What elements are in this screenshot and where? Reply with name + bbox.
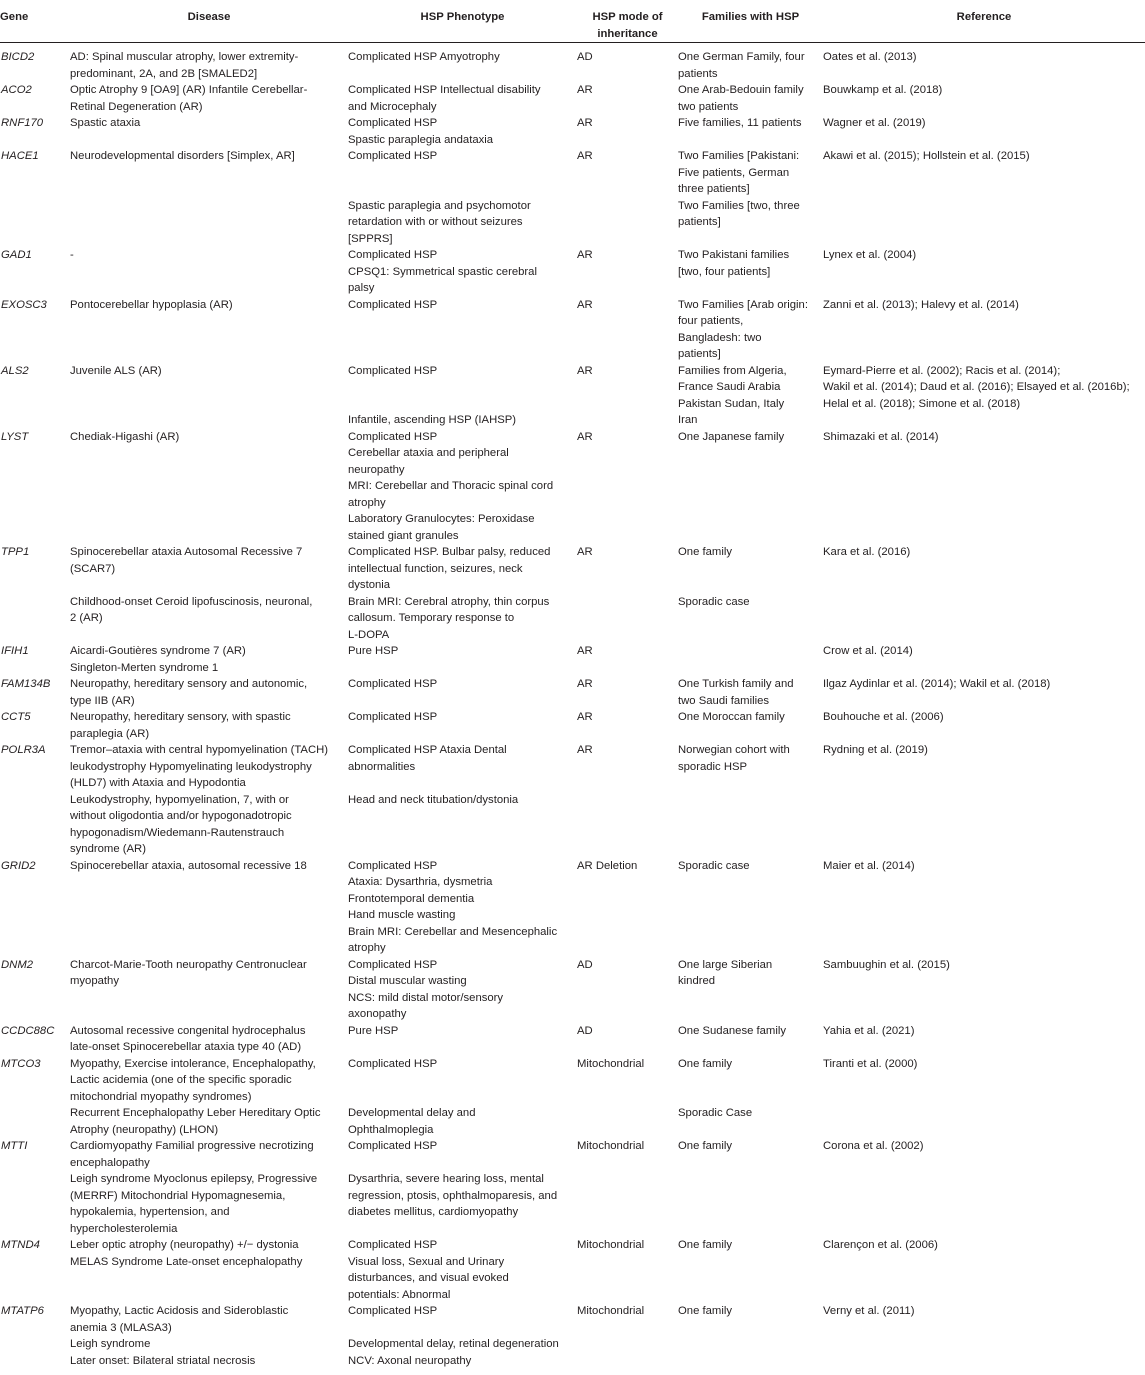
cell-families [678,709,823,742]
table-row [0,1056,1145,1139]
cell-gene: FAM134B [1,678,51,690]
cell-gene: GAD1 [1,249,32,261]
cell-families [678,957,823,1023]
cell-disease [70,429,348,545]
header-reference: Reference [823,0,1145,43]
cell-phenotype [348,544,577,643]
cell-mode [577,858,678,957]
cell-phenotype [348,429,577,545]
cell-phenotype [348,676,577,709]
cell-families [678,858,823,957]
phenotype-text: Complicated HSP Intellectual disability and Microcephaly [348,84,541,113]
cell-phenotype [348,1303,577,1369]
phenotype-text: Spastic paraplegia and psychomotor retardation with or without seizures [SPPRS] [348,199,531,245]
cell-families [678,82,823,115]
disease-text: Neurodevelopmental disorders [Simplex, AR] [70,150,295,162]
cell-mode [577,643,678,676]
cell-disease [70,957,348,1023]
reference-text: Lynex et al. (2004) [823,249,917,261]
disease-text: Myopathy, Exercise intolerance, Encephalopathy, Lactic acidemia (one of the specific sporadic mitochondrial myopathy syndromes) Recurrent Encephalopathy Leber Hereditary Optic Atrophy (neuropathy) (LHON) [70,1057,321,1136]
reference-text: Maier et al. (2014) [823,859,915,872]
cell-phenotype [348,643,577,676]
cell-gene: DNM2 [1,958,34,971]
reference-text: Clarençon et al. (2006) [823,1239,938,1251]
cell-phenotype [348,1023,577,1056]
mode-text: AR [577,678,593,690]
table-row [0,676,1145,709]
families-text: One family [678,546,732,558]
phenotype-text: Complicated HSP Amyotrophy [348,51,500,63]
disease-text: AD: Spinal muscular atrophy, lower extremity- predominant, 2A, and 2B [SMALED2] [70,51,299,80]
cell-reference [823,643,1145,676]
table-row [0,1303,1145,1369]
disease-text: Chediak-Higashi (AR) [70,430,180,443]
cell-gene: ACO2 [1,84,32,96]
header-gene: Gene [0,0,70,43]
cell-families [678,676,823,709]
mode-text: AR [577,711,593,723]
table-row [0,742,1145,858]
cell-gene: MTTI [1,1140,28,1152]
disease-text: Aicardi-Goutières syndrome 7 (AR) Singleton-Merten syndrome 1 [70,645,246,674]
cell-mode [577,1303,678,1369]
table-row [0,429,1145,545]
phenotype-text: Complicated HSP Cerebellar ataxia and peripheral neuropathy MRI: Cerebellar and Thoracic spinal cord atrophy Laboratory Granulocytes: Peroxidase stained giant granules [348,430,554,542]
table-row [0,709,1145,742]
cell-gene: ALS2 [1,364,29,377]
disease-text: Neuropathy, hereditary sensory and autonomic, type IIB (AR) [70,678,308,707]
cell-families [678,148,823,247]
cell-families [678,297,823,363]
cell-reference [823,544,1145,643]
disease-text: Spinocerebellar ataxia, autosomal recessive 18 [70,859,307,872]
disease-text: Neuropathy, hereditary sensory, with spastic paraplegia (AR) [70,711,291,740]
cell-phenotype [348,858,577,957]
cell-disease [70,115,348,148]
disease-text: Optic Atrophy 9 [OA9] (AR) Infantile Cerebellar- Retinal Degeneration (AR) [70,84,308,113]
cell-mode [577,1056,678,1139]
disease-text: Cardiomyopathy Familial progressive necrotizing encephalopathy Leigh syndrome Myoclonus epilepsy, Progressive (MERRF) Mitochondrial Hypomagnesemia, hypokalemia, hypertension, and hypercholesterolemia [70,1140,318,1235]
cell-disease [70,1056,348,1139]
mode-text: AD [577,1024,593,1037]
cell-reference [823,429,1145,545]
families-text: One large Siberian kindred [678,958,773,987]
cell-reference [823,43,1145,83]
mode-text: AD [577,958,593,971]
disease-text: Myopathy, Lactic Acidosis and Sideroblastic anemia 3 (MLASA3) Leigh syndrome Later onset: Bilateral striatal necrosis [70,1305,289,1367]
cell-families [678,643,823,676]
phenotype-text: Complicated HSP [348,364,438,377]
disease-text: Spinocerebellar ataxia Autosomal Recessive 7 (SCAR7) [70,546,303,575]
phenotype-text: Complicated HSP Ataxia: Dysarthria, dysmetria Frontotemporal dementia Hand muscle wasting Brain MRI: Cerebellar and Mesencephalic atrophy [348,859,558,954]
reference-text: Bouwkamp et al. (2018) [823,84,943,96]
families-text: One family [678,1057,732,1070]
cell-mode [577,115,678,148]
families-text: Two Families [Arab origin: four patients, Bangladesh: two patients] [678,298,808,360]
cell-reference [823,82,1145,115]
phenotype-text: Complicated HSP [348,1305,438,1317]
cell-phenotype [348,1138,577,1237]
cell-mode [577,676,678,709]
cell-mode [577,429,678,545]
reference-text: Wagner et al. (2019) [823,117,926,129]
phenotype-text: Complicated HSP Visual loss, Sexual and Urinary disturbances, and visual evoked potentials: Abnormal [348,1239,509,1301]
cell-disease [70,544,348,643]
disease-text: Spastic ataxia [70,117,141,129]
cell-phenotype [348,247,577,297]
cell-phenotype [348,709,577,742]
cell-families [678,1023,823,1056]
cell-disease [70,82,348,115]
disease-text: - [70,249,74,261]
cell-families [678,1138,823,1237]
cell-reference [823,742,1145,858]
cell-mode [577,297,678,363]
reference-text: Tiranti et al. (2000) [823,1057,918,1070]
cell-mode [577,1023,678,1056]
cell-gene: RNF170 [1,117,44,129]
table-row [0,148,1145,247]
cell-phenotype [348,43,577,83]
cell-phenotype [348,297,577,363]
reference-text: Yahia et al. (2021) [823,1024,915,1037]
reference-text: Verny et al. (2011) [823,1305,915,1317]
cell-reference [823,1138,1145,1237]
table-row [0,247,1145,297]
header-mode: HSP mode of inheritance [577,0,678,43]
disease-text: Charcot-Marie-Tooth neuropathy Centronuclear myopathy [70,958,307,987]
families-text: One family [678,1305,732,1317]
disease-text: Tremor–ataxia with central hypomyelination (TACH) leukodystrophy Hypomyelinating leukodystrophy (HLD7) with Ataxia and Hypodontia Leukodystrophy, hypomyelination, 7, with or without oligodontia and/or hypogonadotropic hypogonadism/Wiedemann-Rautenstrauch syndrome (AR) [70,744,329,855]
cell-disease [70,363,348,429]
cell-phenotype [348,148,577,247]
cell-mode [577,247,678,297]
cell-families [678,429,823,545]
table-row [0,363,1145,429]
cell-gene: IFIH1 [1,645,29,657]
header-families: Families with HSP [678,0,823,43]
cell-disease [70,858,348,957]
reference-text: Ilgaz Aydinlar et al. (2014); Wakil et al. (2018) [823,678,1051,690]
cell-gene: MTND4 [1,1239,40,1251]
mode-text: AR [577,298,593,311]
reference-text: Sambuughin et al. (2015) [823,958,950,971]
phenotype-text: Pure HSP [348,645,399,657]
disease-text: Leber optic atrophy (neuropathy) +/− dystonia MELAS Syndrome Late-onset encephalopathy [70,1239,303,1268]
phenotype-text: Developmental delay, retinal degeneration NCV: Axonal neuropathy [348,1338,559,1367]
reference-text: Kara et al. (2016) [823,546,911,558]
phenotype-text: Developmental delay and Ophthalmoplegia [348,1107,476,1136]
reference-text: Crow et al. (2014) [823,645,913,657]
families-text: Norwegian cohort with sporadic HSP [678,744,790,773]
cell-reference [823,957,1145,1023]
cell-reference [823,297,1145,363]
families-text: One Japanese family [678,430,785,443]
header-disease: Disease [70,0,348,43]
cell-reference [823,676,1145,709]
cell-mode [577,363,678,429]
table-row [0,1138,1145,1237]
cell-disease [70,1023,348,1056]
mode-text: AR [577,546,593,558]
cell-phenotype [348,742,577,858]
families-text: Sporadic Case [678,1107,753,1119]
cell-families [678,115,823,148]
mode-text: Mitochondrial [577,1239,645,1251]
cell-disease [70,742,348,858]
reference-text: Corona et al. (2002) [823,1140,924,1152]
cell-gene: CCT5 [1,711,31,723]
phenotype-text: Complicated HSP [348,1057,438,1070]
cell-gene: BICD2 [1,51,35,63]
cell-reference [823,363,1145,429]
cell-mode [577,1237,678,1303]
families-text: One Sudanese family [678,1024,787,1037]
cell-reference [823,1303,1145,1369]
phenotype-text: Complicated HSP. Bulbar palsy, reduced intellectual function, seizures, neck dystonia [348,546,551,591]
cell-disease [70,148,348,247]
cell-reference [823,858,1145,957]
table-body [0,43,1145,1370]
reference-text: Akawi et al. (2015); Hollstein et al. (2015) [823,150,1030,162]
families-text: One family [678,1140,732,1152]
reference-text: Shimazaki et al. (2014) [823,430,939,443]
cell-families [678,544,823,643]
mode-text: AR [577,249,593,261]
table-row [0,115,1145,148]
reference-text: Oates et al. (2013) [823,51,917,63]
table-row [0,1023,1145,1056]
table-row [0,82,1145,115]
table-row [0,297,1145,363]
cell-mode [577,957,678,1023]
cell-gene: TPP1 [1,546,30,558]
table-row [0,1237,1145,1303]
phenotype-text: Complicated HSP Spastic paraplegia andataxia [348,117,494,146]
mode-text: AR Deletion [577,859,638,872]
families-text: Families from Algeria, France Saudi Arabia Pakistan Sudan, Italy Iran [678,364,787,426]
disease-text: Autosomal recessive congenital hydrocephalus late-onset Spinocerebellar ataxia type 40 (AD) [70,1024,306,1053]
table-row [0,544,1145,643]
reference-text: Eymard-Pierre et al. (2002); Racis et al. (2014); Wakil et al. (2014); Daud et al. (2016); Elsayed et al. (2016b); Helal et al. (2018); Simone et al. (2018) [823,364,1130,410]
reference-text: Bouhouche et al. (2006) [823,711,944,723]
mode-text: AR [577,744,593,756]
table-row [0,858,1145,957]
phenotype-text: Complicated HSP [348,298,438,311]
cell-gene: GRID2 [1,859,36,872]
families-text: Two Families [Pakistani: Five patients, German three patients] [678,150,800,195]
cell-phenotype [348,115,577,148]
cell-mode [577,544,678,643]
cell-mode [577,709,678,742]
mode-text: Mitochondrial [577,1305,645,1317]
families-text: One family [678,1239,732,1251]
families-text: Sporadic case [678,859,750,872]
phenotype-text: Head and neck titubation/dystonia [348,793,519,806]
mode-text: Mitochondrial [577,1140,645,1152]
cell-disease [70,1303,348,1369]
families-text: One Turkish family and two Saudi families [678,678,794,707]
table-row [0,643,1145,676]
phenotype-text: Complicated HSP [348,1140,438,1152]
families-text: One German Family, four patients [678,51,805,80]
mode-text: AR [577,645,593,657]
cell-reference [823,148,1145,247]
families-text: One Arab-Bedouin family two patients [678,84,804,113]
phenotype-text: Complicated HSP CPSQ1: Symmetrical spastic cerebral palsy [348,249,537,294]
phenotype-text: Complicated HSP Ataxia Dental abnormalities [348,744,507,773]
families-text: Two Pakistani families [two, four patients] [678,249,790,278]
cell-disease [70,43,348,83]
cell-reference [823,1237,1145,1303]
mode-text: AD [577,51,593,63]
reference-text: Rydning et al. (2019) [823,744,928,756]
phenotype-text: Complicated HSP [348,711,438,723]
cell-gene: POLR3A [1,744,46,756]
cell-disease [70,676,348,709]
cell-gene: EXOSC3 [1,298,47,311]
cell-disease [70,643,348,676]
families-text: One Moroccan family [678,711,785,723]
phenotype-text: Infantile, ascending HSP (IAHSP) [348,414,517,426]
cell-disease [70,247,348,297]
reference-text: Zanni et al. (2013); Halevy et al. (2014) [823,298,1019,311]
mode-text: AR [577,430,593,443]
families-text: Sporadic case [678,595,750,608]
cell-gene: MTATP6 [1,1305,44,1317]
mode-text: AR [577,150,593,162]
disease-text: Pontocerebellar hypoplasia (AR) [70,298,233,311]
cell-gene: CCDC88C [1,1024,55,1037]
cell-families [678,1056,823,1139]
table-row [0,43,1145,83]
cell-reference [823,1056,1145,1139]
table-header [0,0,1145,43]
cell-reference [823,115,1145,148]
cell-mode [577,148,678,247]
families-text: Five families, 11 patients [678,117,802,129]
cell-gene: MTCO3 [1,1057,41,1070]
header-row [0,0,1145,43]
mode-text: Mitochondrial [577,1057,645,1070]
cell-reference [823,1023,1145,1056]
cell-mode [577,82,678,115]
phenotype-text: Complicated HSP Distal muscular wasting NCS: mild distal motor/sensory axonopathy [348,958,504,1020]
cell-families [678,1303,823,1369]
cell-disease [70,709,348,742]
mode-text: AR [577,117,593,129]
cell-families [678,363,823,429]
cell-gene: LYST [1,430,29,443]
cell-phenotype [348,957,577,1023]
families-text: Two Families [two, three patients] [678,199,800,228]
cell-mode [577,1138,678,1237]
phenotype-text: Dysarthria, severe hearing loss, mental regression, ptosis, ophthalmoparesis, and diabetes mellitus, cardiomyopathy [348,1173,558,1218]
cell-families [678,247,823,297]
cell-reference [823,709,1145,742]
mode-text: AR [577,364,593,377]
cell-families [678,742,823,858]
mode-text: AR [577,84,593,96]
cell-phenotype [348,1237,577,1303]
phenotype-text: Complicated HSP [348,150,438,162]
cell-families [678,43,823,83]
cell-mode [577,43,678,83]
table-row [0,957,1145,1023]
phenotype-text: Complicated HSP [348,678,438,690]
cell-disease [70,1237,348,1303]
cell-disease [70,297,348,363]
cell-phenotype [348,82,577,115]
header-phenotype: HSP Phenotype [348,0,577,43]
cell-mode [577,742,678,858]
cell-gene: HACE1 [1,150,39,162]
disease-text: Childhood-onset Ceroid lipofuscinosis, neuronal, 2 (AR) [70,595,313,624]
cell-families [678,1237,823,1303]
phenotype-text: Pure HSP [348,1024,399,1037]
disease-text: Juvenile ALS (AR) [70,364,162,377]
cell-phenotype [348,1056,577,1139]
cell-phenotype [348,363,577,429]
cell-disease [70,1138,348,1237]
cell-reference [823,247,1145,297]
phenotype-text: Brain MRI: Cerebral atrophy, thin corpus callosum. Temporary response to L-DOPA [348,595,550,641]
